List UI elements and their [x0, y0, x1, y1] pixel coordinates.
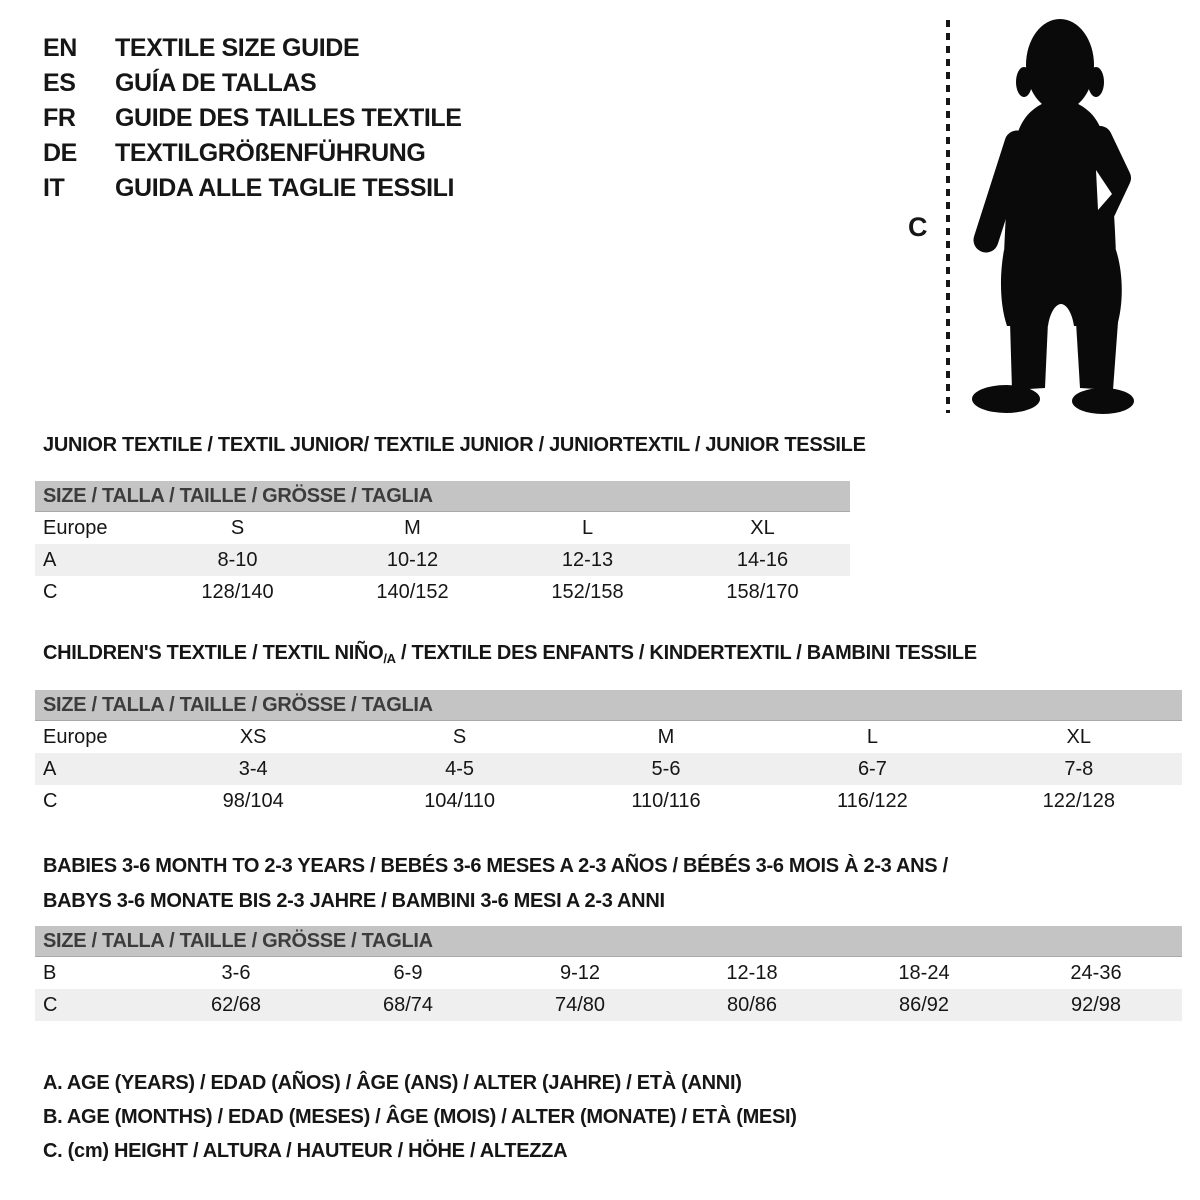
- section-title-children-text: / TEXTILE DES ENFANTS / KINDERTEXTIL / BAMBINI TESSILE: [395, 642, 977, 664]
- size-table-children: [35, 690, 1182, 817]
- value-cell: XL: [750, 516, 775, 539]
- language-row: [43, 101, 462, 136]
- table-header-bar: SIZE / TALLA / TAILLE / GRÖSSE / TAGLIA: [35, 926, 1182, 957]
- value-cell: 5-6: [651, 757, 681, 780]
- table-row: [35, 753, 1182, 785]
- language-row: [43, 31, 462, 66]
- section-title-babies: [43, 849, 948, 919]
- value-cell: L: [581, 516, 594, 539]
- value-cell: 158/170: [726, 580, 799, 603]
- value-cell: 4-5: [445, 757, 475, 780]
- toddler-silhouette-figure: [935, 10, 1150, 415]
- language-code: IT: [43, 174, 65, 202]
- row-label-cell: B: [43, 961, 57, 984]
- value-cell: 68/74: [382, 993, 434, 1016]
- toddler-silhouette-icon: [972, 19, 1134, 414]
- section-title-babies-line1: BABIES 3-6 MONTH TO 2-3 YEARS / BEBÉS 3-6 MESES A 2-3 AÑOS / BÉBÉS 3-6 MOIS À 2-3 ANS /: [43, 855, 948, 877]
- table-row: [35, 512, 850, 544]
- value-cell: 128/140: [201, 580, 274, 603]
- figure-label-c: C: [908, 212, 928, 242]
- value-cell: XS: [239, 725, 267, 748]
- guide-title: GUÍA DE TALLAS: [115, 69, 317, 97]
- value-cell: 6-9: [393, 961, 423, 984]
- value-cell: S: [230, 516, 245, 539]
- table-row: [35, 957, 1182, 989]
- value-cell: 3-6: [221, 961, 251, 984]
- size-table-babies: [35, 926, 1182, 1021]
- value-cell: 116/122: [836, 789, 908, 812]
- row-label-cell: C: [43, 580, 58, 603]
- row-label-cell: Europe: [43, 516, 108, 539]
- value-cell: 7-8: [1064, 757, 1094, 780]
- row-label-cell: A: [43, 548, 57, 571]
- guide-title: GUIDA ALLE TAGLIE TESSILI: [115, 174, 455, 202]
- language-code: EN: [43, 34, 77, 62]
- value-cell: 110/116: [631, 789, 701, 812]
- size-table-junior: [35, 481, 850, 608]
- language-row: [43, 66, 462, 101]
- row-label-cell: C: [43, 993, 58, 1016]
- table-row: [35, 576, 850, 608]
- row-label-cell: A: [43, 757, 57, 780]
- guide-title: TEXTILE SIZE GUIDE: [115, 34, 360, 62]
- legend-block: [43, 1066, 797, 1168]
- value-cell: 140/152: [376, 580, 449, 603]
- value-cell: 86/92: [898, 993, 950, 1016]
- value-cell: 12-18: [726, 961, 778, 984]
- table-row: [35, 785, 1182, 817]
- value-cell: 9-12: [559, 961, 601, 984]
- legend-line-b: B. AGE (MONTHS) / EDAD (MESES) / ÂGE (MOIS) / ALTER (MONATE) / ETÀ (MESI): [43, 1106, 797, 1128]
- language-code: FR: [43, 104, 76, 132]
- value-cell: M: [404, 516, 421, 539]
- value-cell: 6-7: [857, 757, 887, 780]
- section-title-babies-line2: BABYS 3-6 MONATE BIS 2-3 JAHRE / BAMBINI 3-6 MESI A 2-3 ANNI: [43, 890, 665, 912]
- value-cell: M: [657, 725, 675, 748]
- value-cell: XL: [1066, 725, 1092, 748]
- table-row: [35, 989, 1182, 1021]
- legend-line-c: C. (cm) HEIGHT / ALTURA / HAUTEUR / HÖHE / ALTEZZA: [43, 1140, 568, 1162]
- value-cell: 8-10: [217, 548, 258, 571]
- table-row: [35, 544, 850, 576]
- section-title-children-text: CHILDREN'S TEXTILE / TEXTIL NIÑO: [43, 642, 384, 664]
- legend-line-a: A. AGE (YEARS) / EDAD (AÑOS) / ÂGE (ANS) / ALTER (JAHRE) / ETÀ (ANNI): [43, 1072, 742, 1094]
- value-cell: L: [866, 725, 878, 748]
- value-cell: 24-36: [1070, 961, 1122, 984]
- language-row: [43, 136, 462, 171]
- language-code: ES: [43, 69, 76, 97]
- value-cell: 152/158: [551, 580, 624, 603]
- value-cell: S: [452, 725, 467, 748]
- value-cell: 10-12: [386, 548, 439, 571]
- table-header-bar: SIZE / TALLA / TAILLE / GRÖSSE / TAGLIA: [35, 481, 850, 512]
- value-cell: 80/86: [726, 993, 778, 1016]
- table-row: [35, 721, 1182, 753]
- value-cell: 62/68: [210, 993, 262, 1016]
- guide-title: GUIDE DES TAILLES TEXTILE: [115, 104, 462, 132]
- value-cell: 14-16: [736, 548, 789, 571]
- nino-a-subscript: /A: [383, 651, 396, 666]
- value-cell: 12-13: [561, 548, 614, 571]
- row-label-cell: Europe: [43, 725, 108, 748]
- guide-title: TEXTILGRÖßENFÜHRUNG: [115, 139, 426, 167]
- section-title-junior: JUNIOR TEXTILE / TEXTIL JUNIOR/ TEXTILE JUNIOR / JUNIORTEXTIL / JUNIOR TESSILE: [43, 434, 866, 456]
- section-title-children: [43, 642, 977, 666]
- language-title-block: [43, 31, 462, 206]
- value-cell: 122/128: [1042, 789, 1115, 812]
- value-cell: 98/104: [222, 789, 284, 812]
- value-cell: 3-4: [238, 757, 268, 780]
- row-label-cell: C: [43, 789, 58, 812]
- value-cell: 92/98: [1070, 993, 1122, 1016]
- value-cell: 104/110: [424, 789, 495, 812]
- language-row: [43, 171, 462, 206]
- value-cell: 18-24: [898, 961, 950, 984]
- value-cell: 74/80: [554, 993, 606, 1016]
- table-header-bar: SIZE / TALLA / TAILLE / GRÖSSE / TAGLIA: [35, 690, 1182, 721]
- language-code: DE: [43, 139, 77, 167]
